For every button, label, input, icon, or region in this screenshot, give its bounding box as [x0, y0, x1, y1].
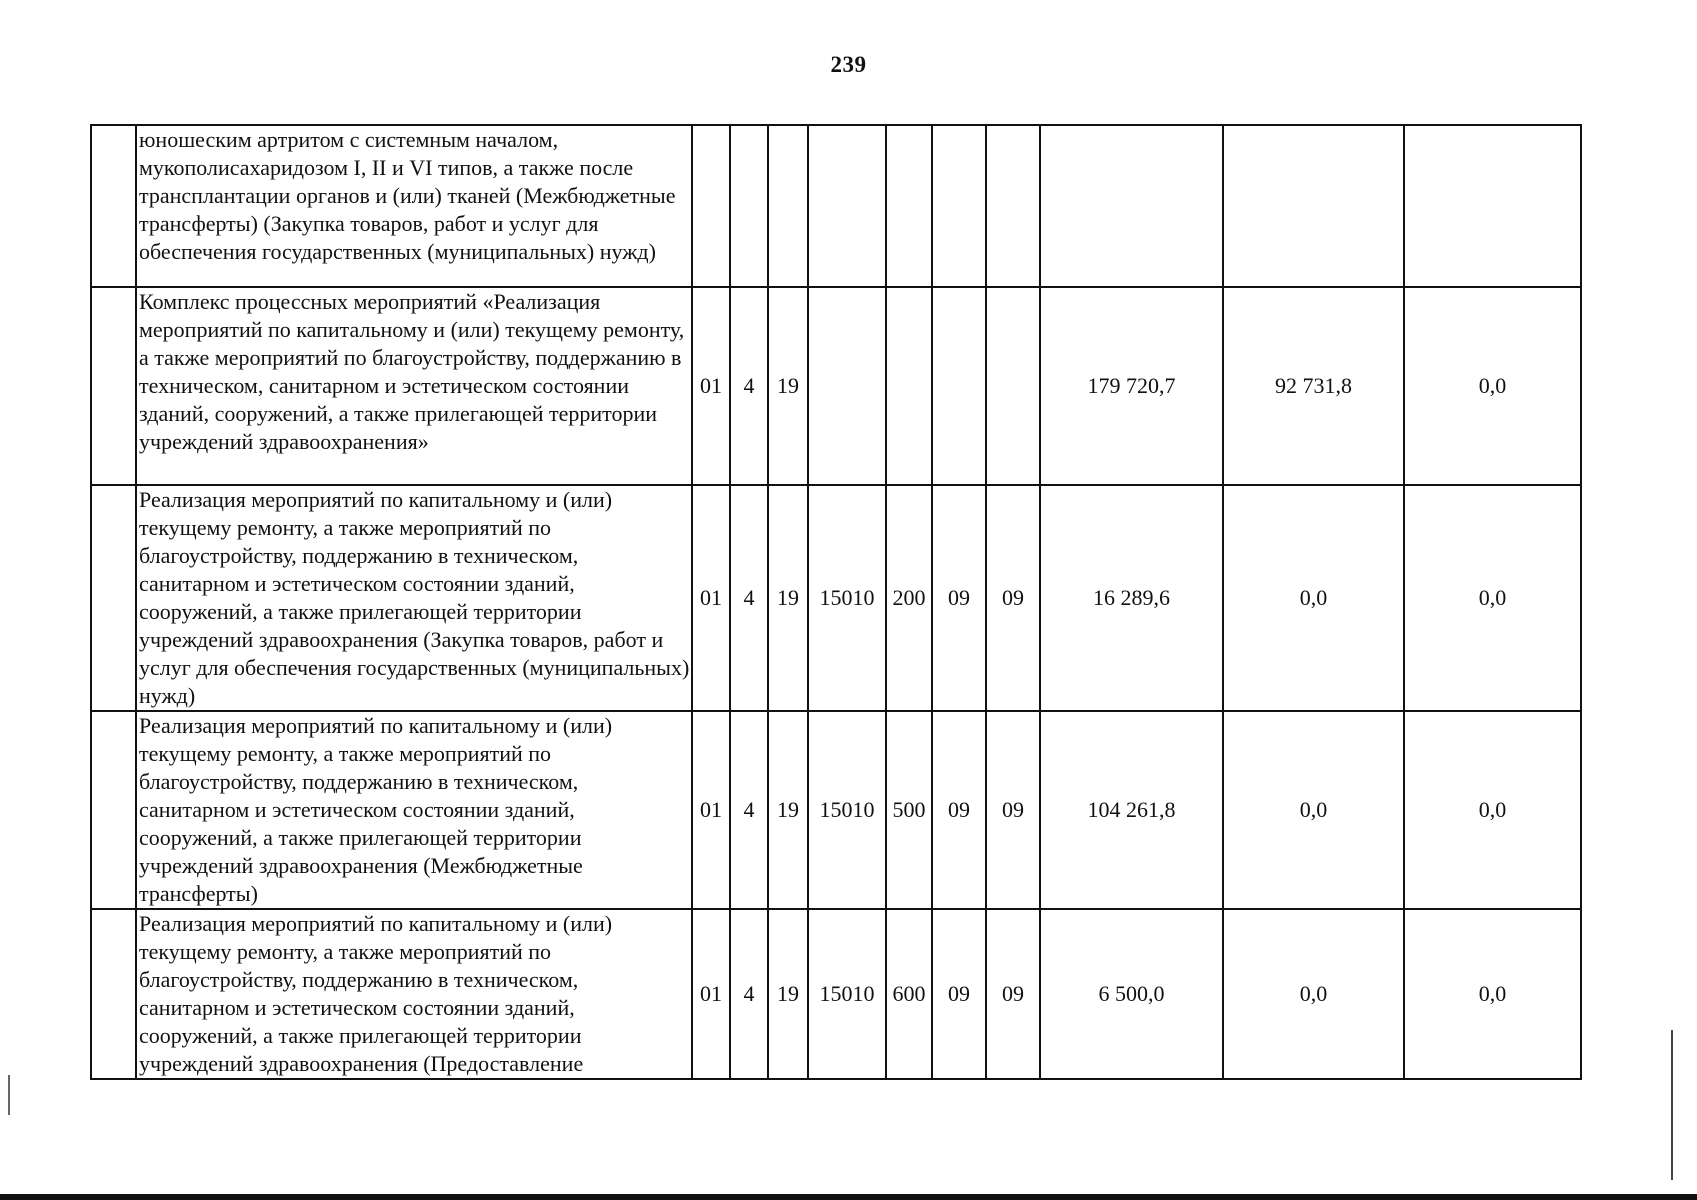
row-description: юношеским артритом с системным началом, мукополисахаридозом I, II и VI типов, а также после трансплантации органов и (или) тканей (Межбюджетные трансферты) (Закупка товаров, работ и услуг для обеспечения государственных (муниципальных) нужд): [136, 125, 692, 287]
table-row: [91, 125, 1581, 287]
code-program-cell: 01: [692, 485, 730, 711]
code-program-cell: [692, 125, 730, 287]
table-row: [91, 287, 1581, 485]
code-direction-cell: 15010: [808, 485, 886, 711]
amount-year1-cell: [1040, 125, 1223, 287]
row-index-cell: [91, 909, 136, 1079]
row-index-cell: [91, 711, 136, 909]
row-description: Реализация мероприятий по капитальному и (или) текущему ремонту, а также мероприятий по благоустройству, поддержанию в техническом, санитарном и эстетическом состоянии зданий, сооружений, а также прилегающей территории учреждений здравоохранения (Предоставление: [136, 909, 692, 1079]
code-type-cell: [730, 125, 768, 287]
row-description: Комплекс процессных мероприятий «Реализация мероприятий по капитальному и (или) текущему ремонту, а также мероприятий по благоустройству, поддержанию в техническом, санитарном и эстетическом состоянии зданий, сооружений, а также прилегающей территории учреждений здравоохранения»: [136, 287, 692, 485]
code-program-cell: 01: [692, 711, 730, 909]
expense-type-cell: 500: [886, 711, 932, 909]
code-program-cell: 01: [692, 287, 730, 485]
code-direction-cell: 15010: [808, 711, 886, 909]
section-cell: [932, 287, 986, 485]
code-subprogram-cell: 19: [768, 909, 808, 1079]
expense-type-cell: 600: [886, 909, 932, 1079]
expense-type-cell: [886, 287, 932, 485]
subsection-cell: 09: [986, 909, 1040, 1079]
page-number: 239: [830, 52, 867, 77]
expense-type-cell: [886, 125, 932, 287]
row-index-cell: [91, 287, 136, 485]
amount-year2-cell: 0,0: [1223, 711, 1404, 909]
code-subprogram-cell: [768, 125, 808, 287]
code-direction-cell: [808, 125, 886, 287]
table-row: [91, 909, 1581, 1079]
subsection-cell: 09: [986, 485, 1040, 711]
code-type-cell: 4: [730, 485, 768, 711]
subsection-cell: 09: [986, 711, 1040, 909]
amount-year3-cell: 0,0: [1404, 909, 1581, 1079]
budget-table: [90, 124, 1582, 1080]
row-description: Реализация мероприятий по капитальному и (или) текущему ремонту, а также мероприятий по благоустройству, поддержанию в техническом, санитарном и эстетическом состоянии зданий, сооружений, а также прилегающей территории учреждений здравоохранения (Закупка товаров, работ и услуг для обеспечения государственных (муниципальных) нужд): [136, 485, 692, 711]
expense-type-cell: 200: [886, 485, 932, 711]
code-subprogram-cell: 19: [768, 485, 808, 711]
subsection-cell: [986, 287, 1040, 485]
section-cell: [932, 125, 986, 287]
row-description: Реализация мероприятий по капитальному и (или) текущему ремонту, а также мероприятий по благоустройству, поддержанию в техническом, санитарном и эстетическом состоянии зданий, сооружений, а также прилегающей территории учреждений здравоохранения (Межбюджетные трансферты): [136, 711, 692, 909]
code-type-cell: 4: [730, 711, 768, 909]
code-subprogram-cell: 19: [768, 711, 808, 909]
amount-year2-cell: 92 731,8: [1223, 287, 1404, 485]
amount-year2-cell: 0,0: [1223, 909, 1404, 1079]
amount-year1-cell: 6 500,0: [1040, 909, 1223, 1079]
code-direction-cell: [808, 287, 886, 485]
section-cell: 09: [932, 711, 986, 909]
amount-year1-cell: 104 261,8: [1040, 711, 1223, 909]
subsection-cell: [986, 125, 1040, 287]
amount-year3-cell: 0,0: [1404, 485, 1581, 711]
row-index-cell: [91, 125, 136, 287]
amount-year3-cell: [1404, 125, 1581, 287]
amount-year2-cell: [1223, 125, 1404, 287]
section-cell: 09: [932, 485, 986, 711]
amount-year2-cell: 0,0: [1223, 485, 1404, 711]
scan-edge-mark-left: [8, 1075, 10, 1115]
scan-bottom-border: [0, 1194, 1697, 1200]
section-cell: 09: [932, 909, 986, 1079]
code-type-cell: 4: [730, 287, 768, 485]
code-type-cell: 4: [730, 909, 768, 1079]
code-direction-cell: 15010: [808, 909, 886, 1079]
scan-edge-mark: [1671, 1030, 1673, 1180]
amount-year3-cell: 0,0: [1404, 711, 1581, 909]
code-subprogram-cell: 19: [768, 287, 808, 485]
amount-year1-cell: 179 720,7: [1040, 287, 1223, 485]
table-row: [91, 711, 1581, 909]
amount-year3-cell: 0,0: [1404, 287, 1581, 485]
amount-year1-cell: 16 289,6: [1040, 485, 1223, 711]
table-row: [91, 485, 1581, 711]
code-program-cell: 01: [692, 909, 730, 1079]
row-index-cell: [91, 485, 136, 711]
